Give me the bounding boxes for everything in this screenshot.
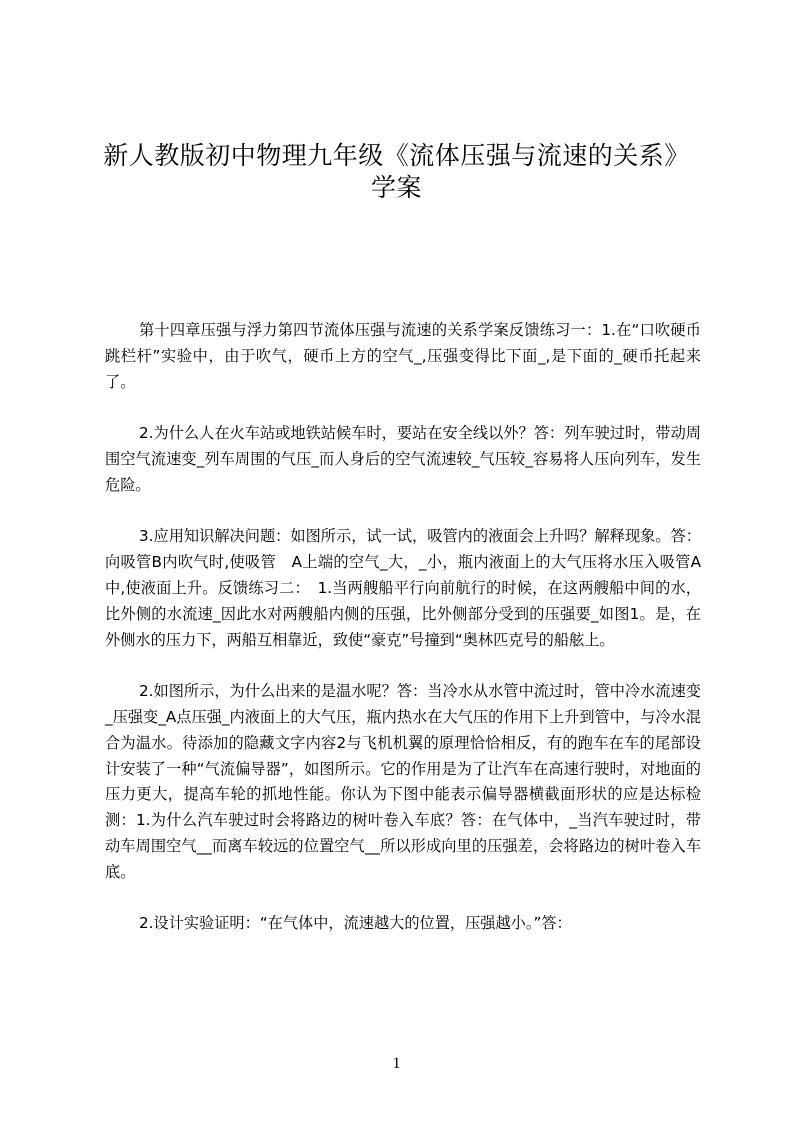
paragraph-1: 第十四章压强与浮力第四节流体压强与流速的关系学案反馈练习一：1.在“口吹硬币跳栏杆”实验中，由于吹气，硬币上方的空气_,压强变得比下面_,是下面的_硬币托起来了。: [105, 321, 701, 391]
paragraph-3: 3.应用知识解决问题：如图所示，试一试，吸管内的液面会上升吗？解释现象。答：向吸管B内吹气时,使吸管 A上端的空气_大，_小，瓶内液面上的大气压将水压入吸管A中,使液面上升。反馈练习二： 1.当两艘船平行向前航行的时候，在这两艘船中间的水，比外侧的水流速_因此水对两艘船内侧的压强，比外侧部分受到的压强要_如图1。是，在外侧水的压力下，两船互相靠近，致使“豪克”号撞到“奥林匹克号的船舷上。: [105, 527, 701, 649]
paragraph-2: 2.为什么人在火车站或地铁站候车时，要站在安全线以外？答：列车驶过时，带动周围空气流速变_列车周围的气压_而人身后的空气流速较_气压较_容易将人压向列车，发生危险。: [105, 424, 701, 494]
document-title: 新人教版初中物理九年级《流体压强与流速的关系》学案: [103, 141, 690, 202]
paragraph-4: 2.如图所示，为什么出来的是温水呢？答：当冷水从水管中流过时，管中冷水流速变_压强变_A点压强_内液面上的大气压，瓶内热水在大气压的作用下上升到管中，与冷水混合为温水。待添加的隐藏文字内容2与飞机机翼的原理恰恰相反，有的跑车在车的尾部设计安装了一种“气流偏导器”，如图所示。它的作用是为了让汽车在高速行驶时，对地面的压力更大，提高车轮的抓地性能。你认为下图中能表示偏导器横截面形状的应是达标检测：1.为什么汽车驶过时会将路边的树叶卷入车底？答：在气体中，_当汽车驶过时，带动车周围空气__而离车较远的位置空气__所以形成向里的压强差，会将路边的树叶卷入车底。: [105, 682, 701, 881]
document-body: [105, 318, 701, 963]
page-number: 1: [392, 1055, 401, 1072]
paragraph-5: 2.设计实验证明：“在气体中，流速越大的位置，压强越小。”答：: [139, 914, 572, 933]
